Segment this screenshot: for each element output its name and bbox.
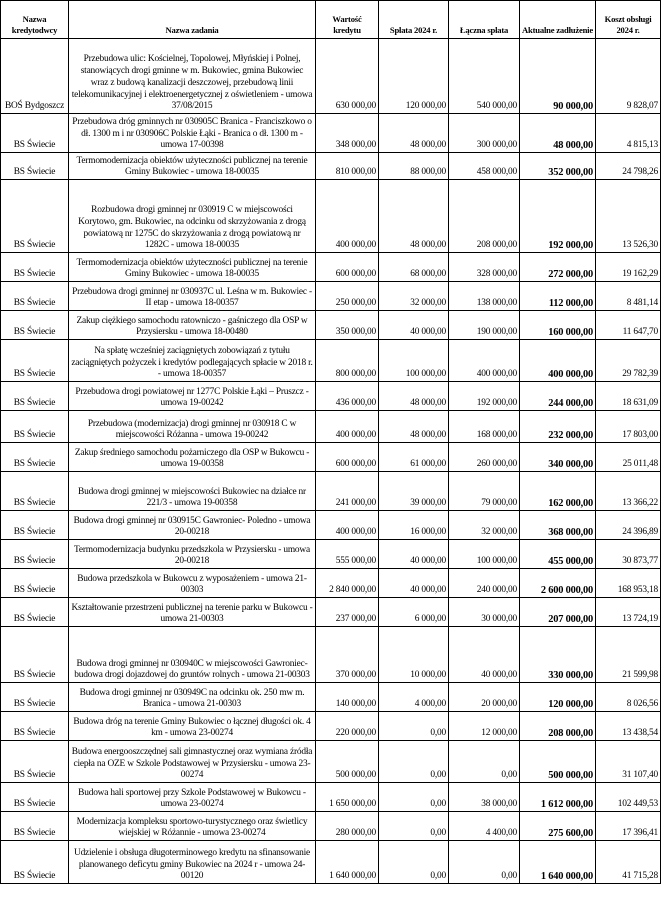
total-repayment-cell: 138 000,00: [449, 282, 520, 311]
service-cost-cell: 13 724,19: [596, 598, 661, 627]
task-name-cell: Przebudowa dróg gminnych nr 030905C Branica - Franciszkowo o dł. 1300 m i nr 030906C Polskie Łąki - Branica o dł. 1300 m - umowa 17-00398: [69, 114, 316, 153]
task-name-cell: Kształtowanie przestrzeni publicznej na terenie parku w Bukowcu - umowa 21-00303: [69, 598, 316, 627]
table-row: [1, 841, 661, 884]
table-row: [1, 569, 661, 598]
lender-cell: BS Świecie: [1, 540, 69, 569]
header-current-debt: Aktualne zadłużenie: [520, 1, 596, 39]
header-lender: Nazwa kredytodwcy: [1, 1, 69, 39]
repayment-2024-cell: 6 000,00: [379, 598, 449, 627]
service-cost-cell: 19 162,29: [596, 253, 661, 282]
lender-cell: BS Świecie: [1, 741, 69, 783]
loan-value-cell: 810 000,00: [316, 153, 379, 180]
table-row: [1, 540, 661, 569]
table-row: [1, 311, 661, 340]
current-debt-cell: 368 000,00: [520, 511, 596, 540]
total-repayment-cell: 20 000,00: [449, 683, 520, 712]
total-repayment-cell: 79 000,00: [449, 472, 520, 511]
total-repayment-cell: 40 000,00: [449, 627, 520, 683]
task-name-cell: Na spłatę wcześniej zaciągniętych zobowiązań z tytułu zaciągniętych pożyczek i kredytów podlegających spłacie w 2018 r. - umowa 18-00357: [69, 340, 316, 382]
loan-value-cell: 348 000,00: [316, 114, 379, 153]
task-name-cell: Budowa drogi gminnej nr 030940C w miejscowości Gawroniec-budowa drogi dojazdowej do gruntów rolnych - umowa 21-00303: [69, 627, 316, 683]
loan-value-cell: 400 000,00: [316, 511, 379, 540]
loan-value-cell: 241 000,00: [316, 472, 379, 511]
repayment-2024-cell: 48 000,00: [379, 114, 449, 153]
service-cost-cell: 9 828,07: [596, 39, 661, 114]
loan-value-cell: 500 000,00: [316, 741, 379, 783]
lender-cell: BOŚ Bydgoszcz: [1, 39, 69, 114]
current-debt-cell: 352 000,00: [520, 153, 596, 180]
service-cost-cell: 24 396,89: [596, 511, 661, 540]
total-repayment-cell: 328 000,00: [449, 253, 520, 282]
lender-cell: BS Świecie: [1, 598, 69, 627]
total-repayment-cell: 192 000,00: [449, 382, 520, 411]
table-row: [1, 598, 661, 627]
lender-cell: BS Świecie: [1, 311, 69, 340]
current-debt-cell: 272 000,00: [520, 253, 596, 282]
lender-cell: BS Świecie: [1, 783, 69, 812]
header-repayment-2024: Spłata 2024 r.: [379, 1, 449, 39]
lender-cell: BS Świecie: [1, 683, 69, 712]
total-repayment-cell: 300 000,00: [449, 114, 520, 153]
current-debt-cell: 112 000,00: [520, 282, 596, 311]
task-name-cell: Przebudowa ulic: Kościelnej, Topolowej, Młyńskiej i Polnej, stanowiących drogi gminne w m. Bukowiec, gmina Bukowiec wraz z budową kanalizacji deszczowej, przebudową linii telekomunikacyjnej i elektroenergetycznej z oświetleniem - umowa 37/08/2015: [69, 39, 316, 114]
current-debt-cell: 330 000,00: [520, 627, 596, 683]
table-row: [1, 783, 661, 812]
table-row: [1, 180, 661, 253]
repayment-2024-cell: 40 000,00: [379, 569, 449, 598]
task-name-cell: Budowa drogi gminnej nr 030915C Gawroniec- Poledno - umowa 20-00218: [69, 511, 316, 540]
header-task-name: Nazwa zadania: [69, 1, 316, 39]
header-total-repayment: Łączna spłata: [449, 1, 520, 39]
task-name-cell: Budowa drogi gminnej w miejscowości Bukowiec na działce nr 221/3 - umowa 19-00358: [69, 472, 316, 511]
loan-value-cell: 280 000,00: [316, 812, 379, 841]
loan-value-cell: 800 000,00: [316, 340, 379, 382]
loan-value-cell: 600 000,00: [316, 253, 379, 282]
total-repayment-cell: 540 000,00: [449, 39, 520, 114]
service-cost-cell: 13 526,30: [596, 180, 661, 253]
current-debt-cell: 400 000,00: [520, 340, 596, 382]
lender-cell: BS Świecie: [1, 411, 69, 443]
loan-value-cell: 2 840 000,00: [316, 569, 379, 598]
current-debt-cell: 455 000,00: [520, 540, 596, 569]
lender-cell: BS Świecie: [1, 712, 69, 741]
current-debt-cell: 232 000,00: [520, 411, 596, 443]
task-name-cell: Rozbudowa drogi gminnej nr 030919 C w miejscowości Korytowo, gm. Bukowiec, na odcinku od skrzyżowania z drogą powiatową nr 1275C do skrzyżowania z drogą powiatową nr 1282C - umowa 18-00035: [69, 180, 316, 253]
current-debt-cell: 340 000,00: [520, 443, 596, 472]
loan-value-cell: 1 650 000,00: [316, 783, 379, 812]
service-cost-cell: 102 449,53: [596, 783, 661, 812]
loan-value-cell: 400 000,00: [316, 180, 379, 253]
total-repayment-cell: 260 000,00: [449, 443, 520, 472]
repayment-2024-cell: 40 000,00: [379, 540, 449, 569]
repayment-2024-cell: 32 000,00: [379, 282, 449, 311]
table-row: [1, 443, 661, 472]
total-repayment-cell: 100 000,00: [449, 540, 520, 569]
total-repayment-cell: 38 000,00: [449, 783, 520, 812]
service-cost-cell: 168 953,18: [596, 569, 661, 598]
repayment-2024-cell: 0,00: [379, 812, 449, 841]
service-cost-cell: 8 481,14: [596, 282, 661, 311]
task-name-cell: Termomodernizacja obiektów użyteczności publicznej na terenie Gminy Bukowiec - umowa 18-00035: [69, 153, 316, 180]
repayment-2024-cell: 40 000,00: [379, 311, 449, 340]
task-name-cell: Przebudowa (modernizacja) drogi gminnej nr 030918 C w miejscowości Różanna - umowa 19-00242: [69, 411, 316, 443]
repayment-2024-cell: 0,00: [379, 841, 449, 884]
table-row: [1, 683, 661, 712]
total-repayment-cell: 458 000,00: [449, 153, 520, 180]
current-debt-cell: 90 000,00: [520, 39, 596, 114]
repayment-2024-cell: 0,00: [379, 783, 449, 812]
loan-value-cell: 370 000,00: [316, 627, 379, 683]
header-loan-value: Wartość kredytu: [316, 1, 379, 39]
repayment-2024-cell: 120 000,00: [379, 39, 449, 114]
loan-value-cell: 600 000,00: [316, 443, 379, 472]
repayment-2024-cell: 0,00: [379, 741, 449, 783]
table-row: [1, 382, 661, 411]
header-row: [1, 1, 661, 39]
task-name-cell: Udzielenie i obsługa długoterminowego kredytu na sfinansowanie planowanego deficytu gminy Bukowiec na 2024 r - umowa 24-00120: [69, 841, 316, 884]
total-repayment-cell: 0,00: [449, 841, 520, 884]
table-row: [1, 741, 661, 783]
service-cost-cell: 11 647,70: [596, 311, 661, 340]
current-debt-cell: 1 612 000,00: [520, 783, 596, 812]
task-name-cell: Termomodernizacja obiektów użyteczności publicznej na terenie Gminy Bukowiec - umowa 18-00035: [69, 253, 316, 282]
current-debt-cell: 192 000,00: [520, 180, 596, 253]
service-cost-cell: 24 798,26: [596, 153, 661, 180]
lender-cell: BS Świecie: [1, 841, 69, 884]
table-row: [1, 472, 661, 511]
table-row: [1, 812, 661, 841]
lender-cell: BS Świecie: [1, 472, 69, 511]
lender-cell: BS Świecie: [1, 511, 69, 540]
current-debt-cell: 244 000,00: [520, 382, 596, 411]
repayment-2024-cell: 88 000,00: [379, 153, 449, 180]
task-name-cell: Budowa przedszkola w Bukowcu z wyposażeniem - umowa 21-00303: [69, 569, 316, 598]
current-debt-cell: 1 640 000,00: [520, 841, 596, 884]
current-debt-cell: 162 000,00: [520, 472, 596, 511]
loan-value-cell: 630 000,00: [316, 39, 379, 114]
table-row: [1, 511, 661, 540]
repayment-2024-cell: 48 000,00: [379, 382, 449, 411]
current-debt-cell: 207 000,00: [520, 598, 596, 627]
total-repayment-cell: 30 000,00: [449, 598, 520, 627]
service-cost-cell: 30 873,77: [596, 540, 661, 569]
current-debt-cell: 208 000,00: [520, 712, 596, 741]
lender-cell: BS Świecie: [1, 627, 69, 683]
loan-value-cell: 220 000,00: [316, 712, 379, 741]
total-repayment-cell: 4 400,00: [449, 812, 520, 841]
repayment-2024-cell: 4 000,00: [379, 683, 449, 712]
lender-cell: BS Świecie: [1, 569, 69, 598]
repayment-2024-cell: 0,00: [379, 712, 449, 741]
lender-cell: BS Świecie: [1, 382, 69, 411]
total-repayment-cell: 190 000,00: [449, 311, 520, 340]
task-name-cell: Termomodernizacja budynku przedszkola w Przysiersku - umowa 20-00218: [69, 540, 316, 569]
lender-cell: BS Świecie: [1, 180, 69, 253]
total-repayment-cell: 12 000,00: [449, 712, 520, 741]
loan-value-cell: 140 000,00: [316, 683, 379, 712]
repayment-2024-cell: 39 000,00: [379, 472, 449, 511]
table-row: [1, 114, 661, 153]
service-cost-cell: 31 107,40: [596, 741, 661, 783]
task-name-cell: Zakup średniego samochodu pożarniczego dla OSP w Bukowcu - umowa 19-00358: [69, 443, 316, 472]
service-cost-cell: 13 438,54: [596, 712, 661, 741]
lender-cell: BS Świecie: [1, 153, 69, 180]
total-repayment-cell: 208 000,00: [449, 180, 520, 253]
loan-value-cell: 555 000,00: [316, 540, 379, 569]
task-name-cell: Modernizacja kompleksu sportowo-turystycznego oraz świetlicy wiejskiej w Różannie - umowa 23-00274: [69, 812, 316, 841]
current-debt-cell: 500 000,00: [520, 741, 596, 783]
loan-value-cell: 237 000,00: [316, 598, 379, 627]
repayment-2024-cell: 61 000,00: [379, 443, 449, 472]
repayment-2024-cell: 100 000,00: [379, 340, 449, 382]
table-row: [1, 153, 661, 180]
lender-cell: BS Świecie: [1, 812, 69, 841]
repayment-2024-cell: 10 000,00: [379, 627, 449, 683]
total-repayment-cell: 168 000,00: [449, 411, 520, 443]
loan-value-cell: 250 000,00: [316, 282, 379, 311]
total-repayment-cell: 240 000,00: [449, 569, 520, 598]
repayment-2024-cell: 16 000,00: [379, 511, 449, 540]
service-cost-cell: 25 011,48: [596, 443, 661, 472]
current-debt-cell: 48 000,00: [520, 114, 596, 153]
lender-cell: BS Świecie: [1, 340, 69, 382]
table-row: [1, 712, 661, 741]
task-name-cell: Przebudowa drogi powiatowej nr 1277C Polskie Łąki – Pruszcz - umowa 19-00242: [69, 382, 316, 411]
task-name-cell: Budowa energooszczędnej sali gimnastycznej oraz wymiana źródła ciepła na OZE w Szkole Podstawowej w Przysiersku - umowa 23-00274: [69, 741, 316, 783]
current-debt-cell: 2 600 000,00: [520, 569, 596, 598]
lender-cell: BS Świecie: [1, 443, 69, 472]
header-service-cost-2024: Koszt obsługi 2024 r.: [596, 1, 661, 39]
service-cost-cell: 8 026,56: [596, 683, 661, 712]
service-cost-cell: 29 782,39: [596, 340, 661, 382]
table-row: [1, 282, 661, 311]
task-name-cell: Zakup ciężkiego samochodu ratowniczo - gaśniczego dla OSP w Przysiersku - umowa 18-00480: [69, 311, 316, 340]
task-name-cell: Budowa hali sportowej przy Szkole Podstawowej w Bukowcu - umowa 23-00274: [69, 783, 316, 812]
table-row: [1, 39, 661, 114]
table-row: [1, 627, 661, 683]
lender-cell: BS Świecie: [1, 253, 69, 282]
service-cost-cell: 41 715,28: [596, 841, 661, 884]
repayment-2024-cell: 68 000,00: [379, 253, 449, 282]
service-cost-cell: 17 396,41: [596, 812, 661, 841]
loan-value-cell: 400 000,00: [316, 411, 379, 443]
lender-cell: BS Świecie: [1, 282, 69, 311]
service-cost-cell: 4 815,13: [596, 114, 661, 153]
current-debt-cell: 120 000,00: [520, 683, 596, 712]
table-row: [1, 411, 661, 443]
table-row: [1, 253, 661, 282]
current-debt-cell: 160 000,00: [520, 311, 596, 340]
total-repayment-cell: 400 000,00: [449, 340, 520, 382]
service-cost-cell: 13 366,22: [596, 472, 661, 511]
task-name-cell: Przebudowa drogi gminnej nr 030937C ul. Leśna w m. Bukowiec - II etap - umowa 18-00357: [69, 282, 316, 311]
total-repayment-cell: 0,00: [449, 741, 520, 783]
current-debt-cell: 275 600,00: [520, 812, 596, 841]
loan-value-cell: 350 000,00: [316, 311, 379, 340]
lender-cell: BS Świecie: [1, 114, 69, 153]
loan-value-cell: 436 000,00: [316, 382, 379, 411]
loan-value-cell: 1 640 000,00: [316, 841, 379, 884]
service-cost-cell: 18 631,09: [596, 382, 661, 411]
table-row: [1, 340, 661, 382]
task-name-cell: Budowa dróg na terenie Gminy Bukowiec o łącznej długości ok. 4 km - umowa 23-00274: [69, 712, 316, 741]
service-cost-cell: 21 599,98: [596, 627, 661, 683]
service-cost-cell: 17 803,00: [596, 411, 661, 443]
repayment-2024-cell: 48 000,00: [379, 180, 449, 253]
repayment-2024-cell: 48 000,00: [379, 411, 449, 443]
task-name-cell: Budowa drogi gminnej nr 030949C na odcinku ok. 250 mw m. Branica - umowa 21-00303: [69, 683, 316, 712]
total-repayment-cell: 32 000,00: [449, 511, 520, 540]
